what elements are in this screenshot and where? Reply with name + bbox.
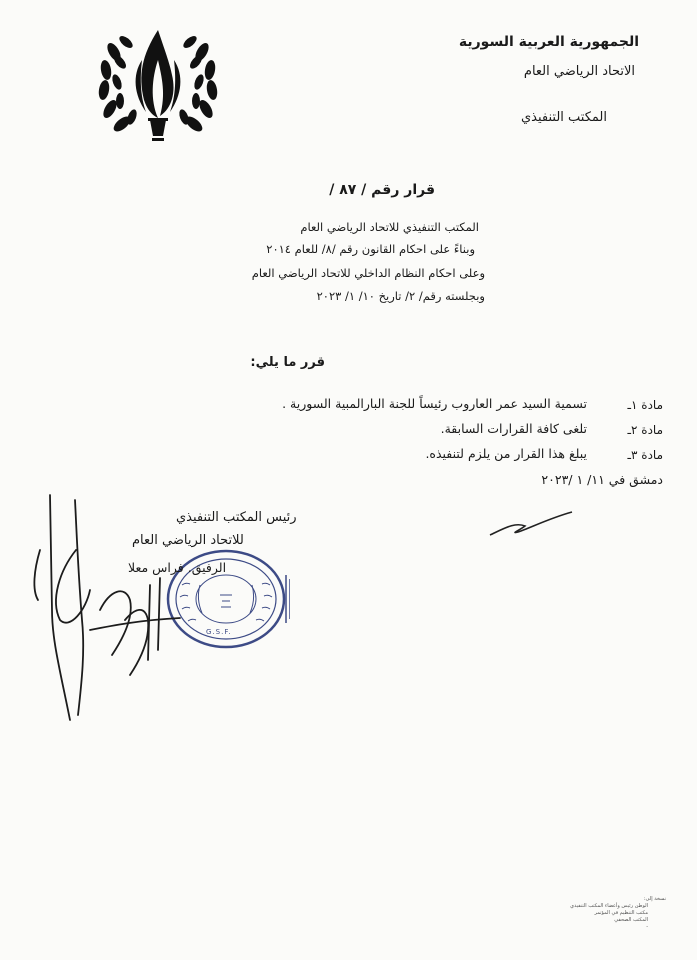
article-number: مادة ٢ـ	[627, 423, 663, 437]
initial-signature-icon	[480, 500, 580, 550]
signatory-organization: للاتحاد الرياضي العام	[132, 533, 244, 548]
signatory-title: رئيس المكتب التنفيذي	[176, 510, 297, 525]
distribution-heading: نسخة إلى:	[643, 896, 666, 902]
decided-heading: قرر ما يلي:	[250, 355, 325, 370]
organization-name: الاتحاد الرياضي العام	[523, 64, 635, 79]
article-text: يبلغ هذا القرار من يلزم لتنفيذه.	[425, 446, 587, 461]
preamble-line: وعلى احكام النظام الداخلي للاتحاد الرياضي العام	[251, 266, 485, 280]
distribution-line: مكتب التنظيم في المؤتمر	[594, 910, 648, 916]
article-text: تلغى كافة القرارات السابقة.	[440, 421, 587, 436]
article-number: مادة ٣ـ	[627, 448, 663, 462]
country-name: الجمهورية العربية السورية	[458, 34, 639, 50]
distribution-line: -	[646, 924, 648, 930]
distribution-line: الوطن رئيس وأعضاء المكتب التنفيذي	[570, 903, 648, 909]
signatory-name: الرفيق. فراس معلا	[128, 560, 227, 575]
torch-laurel-emblem-icon	[92, 20, 224, 150]
preamble-line: وبناءً على احكام القانون رقم /٨/ للعام ٢٠١٤	[266, 242, 475, 256]
handwritten-signature-icon	[30, 490, 240, 730]
preamble-line: المكتب التنفيذي للاتحاد الرياضي العام	[300, 220, 479, 234]
article-number: مادة ١ـ	[627, 398, 663, 412]
distribution-line: المكتب الصحفي	[614, 917, 648, 923]
issue-date: دمشق في ١١/ ١ /٢٠٢٣	[541, 472, 663, 487]
decision-number: قرار رقم / ٨٧ /	[329, 182, 435, 198]
preamble-line: وبجلسته رقم/ ٢/ تاريخ ١٠/ ١/ ٢٠٢٣	[316, 289, 485, 303]
distribution-note	[500, 895, 670, 935]
seal-initials: G.S.F.	[206, 628, 232, 636]
article-text: تسمية السيد عمر العاروب رئيساً للجنة البارالمبية السورية .	[282, 396, 587, 411]
office-name: المكتب التنفيذي	[520, 110, 607, 125]
